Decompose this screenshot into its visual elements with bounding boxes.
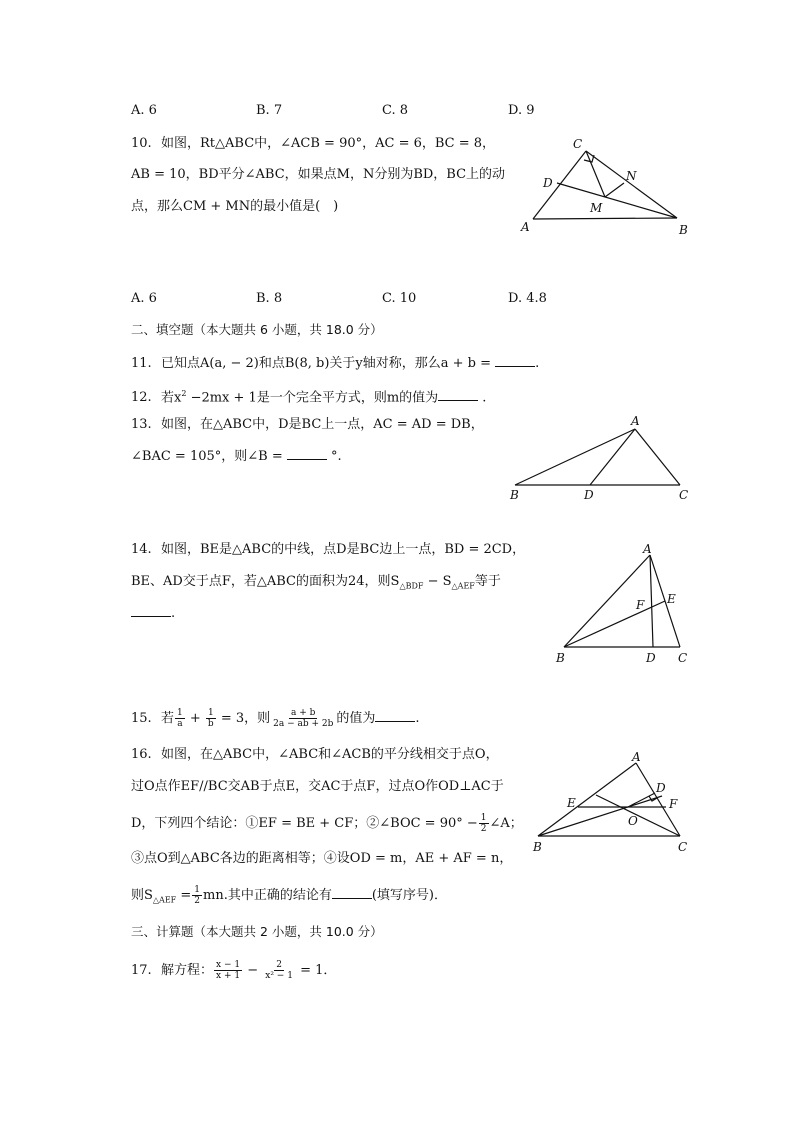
option-a: A. 6	[131, 103, 157, 118]
q17-pre: 解方程：	[161, 963, 214, 978]
label-c: C	[678, 840, 688, 854]
q14-line2b: − S	[423, 574, 452, 589]
question-number: 10.	[131, 136, 152, 151]
label-d: D	[646, 651, 656, 665]
q13-line2: ∠BAC = 105°，则∠B =	[131, 449, 283, 464]
q12-text: −2mx + 1是一个完全平方式，则m的值为	[186, 390, 439, 406]
q13-end: °.	[331, 449, 342, 464]
fraction	[214, 960, 242, 981]
q16-line3a: D，下列四个结论：①EF = BE + CF；②∠BOC = 90° −	[131, 816, 478, 831]
denominator: 2	[194, 896, 200, 906]
label-b: B	[679, 223, 688, 237]
q14-sub2: △AEF	[451, 581, 475, 591]
section-heading-calculation: 三、计算题（本大题共 2 小题，共 10.0 分）	[131, 924, 383, 939]
question-number: 17.	[131, 963, 152, 978]
label-d: D	[543, 176, 553, 190]
q11-end: .	[535, 356, 540, 371]
numerator: a + b	[291, 708, 316, 718]
option-d: D. 9	[508, 103, 535, 118]
label-c: C	[573, 137, 583, 151]
denominator: 2a − ab + 2b	[273, 719, 334, 729]
section-heading-fill-blank: 二、填空题（本大题共 6 小题，共 18.0 分）	[131, 322, 383, 337]
q16-line2: 过O点作EF//BC交AB于点E，交AC于点F，过点O作OD⊥AC于	[131, 779, 504, 794]
q13-line1: 如图，在△ABC中，D是BC上一点，AC = AD = DB，	[161, 417, 484, 432]
question-number: 13.	[131, 417, 152, 432]
label-e: E	[567, 796, 576, 810]
q16-line1: 如图，在△ABC中，∠ABC和∠ACB的平分线相交于点O，	[161, 747, 499, 762]
label-d: D	[584, 488, 594, 502]
denominator: a	[177, 719, 183, 729]
numerator: 1	[177, 708, 183, 718]
minus: −	[243, 963, 263, 978]
q14-line2c: 等于	[474, 574, 501, 589]
q12-sup: 2	[181, 389, 187, 398]
denominator: x + 1	[216, 971, 241, 981]
label-f: F	[636, 598, 645, 612]
option-c: C. 8	[382, 103, 409, 118]
question-number: 15.	[131, 711, 152, 726]
numerator: 2	[276, 960, 282, 970]
q11-text: 已知点A(a, − 2)和点B(8, b)关于y轴对称，那么a + b =	[161, 356, 491, 371]
label-f: F	[669, 797, 678, 811]
question-number: 14.	[131, 542, 152, 557]
q16-line3b: ∠A；	[489, 816, 523, 831]
q14-line1: 如图，BE是△ABC的中线，点D是BC边上一点，BD = 2CD，	[161, 542, 526, 557]
q16-line5b: =	[176, 888, 192, 903]
plus: +	[185, 711, 205, 726]
question-number: 12.	[131, 390, 152, 406]
q15-pre: 若	[161, 711, 175, 726]
numerator: 1	[194, 885, 200, 895]
q10-line1: 如图，Rt△ABC中，∠ACB = 90°，AC = 6，BC = 8，	[161, 136, 496, 151]
numerator: 1	[207, 708, 214, 718]
q15-post: 的值为	[336, 711, 376, 726]
q12-pre: 若x	[161, 390, 182, 406]
q12-end: .	[482, 390, 487, 406]
q15-mid: = 3，则	[216, 711, 271, 726]
q16-line4: ③点O到△ABC各边的距离相等；④设OD = m，AE + AF = n，	[131, 851, 513, 866]
label-a: A	[643, 542, 652, 556]
q14-sub1: △BDF	[399, 581, 424, 591]
label-m: M	[590, 201, 603, 215]
option-c: C. 10	[382, 291, 417, 306]
q17-post: = 1．	[295, 963, 337, 978]
q10-line3: 点，那么CM + MN的最小值是( )	[131, 199, 339, 214]
option-b: B. 8	[256, 291, 283, 306]
option-d: D. 4.8	[508, 291, 547, 306]
denominator: x² − 1	[265, 971, 293, 981]
label-c: C	[679, 488, 689, 502]
option-b: B. 7	[256, 103, 283, 118]
q16-line5d: (填写序号)．	[371, 888, 447, 903]
numerator: x − 1	[216, 960, 241, 970]
label-b: B	[533, 840, 542, 854]
label-o: O	[628, 814, 638, 828]
question-number: 16.	[131, 747, 152, 762]
label-b: B	[510, 488, 519, 502]
label-a: A	[631, 414, 640, 428]
label-b: B	[556, 651, 565, 665]
label-n: N	[626, 169, 637, 183]
q14-line2a: BE、AD交于点F，若△ABC的面积为24，则S	[131, 574, 400, 589]
fraction	[263, 960, 295, 981]
question-number: 11.	[131, 356, 152, 371]
q16-line5c: mn.其中正确的结论有	[203, 888, 332, 903]
label-c: C	[678, 651, 688, 665]
denominator: b	[207, 719, 214, 729]
q16-sub: △AEF	[152, 895, 177, 905]
question-17	[131, 960, 336, 981]
q16-line5a: 则S	[131, 888, 153, 903]
label-e: E	[667, 592, 676, 606]
q15-end: .	[415, 711, 420, 726]
denominator: 2	[480, 824, 487, 834]
label-a: A	[521, 220, 530, 234]
q14-end: .	[171, 606, 176, 621]
label-d: D	[656, 781, 666, 795]
label-a: A	[632, 750, 641, 764]
numerator: 1	[480, 813, 487, 823]
option-a: A. 6	[131, 291, 157, 306]
q10-line2: AB = 10，BD平分∠ABC，如果点M，N分别为BD，BC上的动	[131, 167, 506, 182]
